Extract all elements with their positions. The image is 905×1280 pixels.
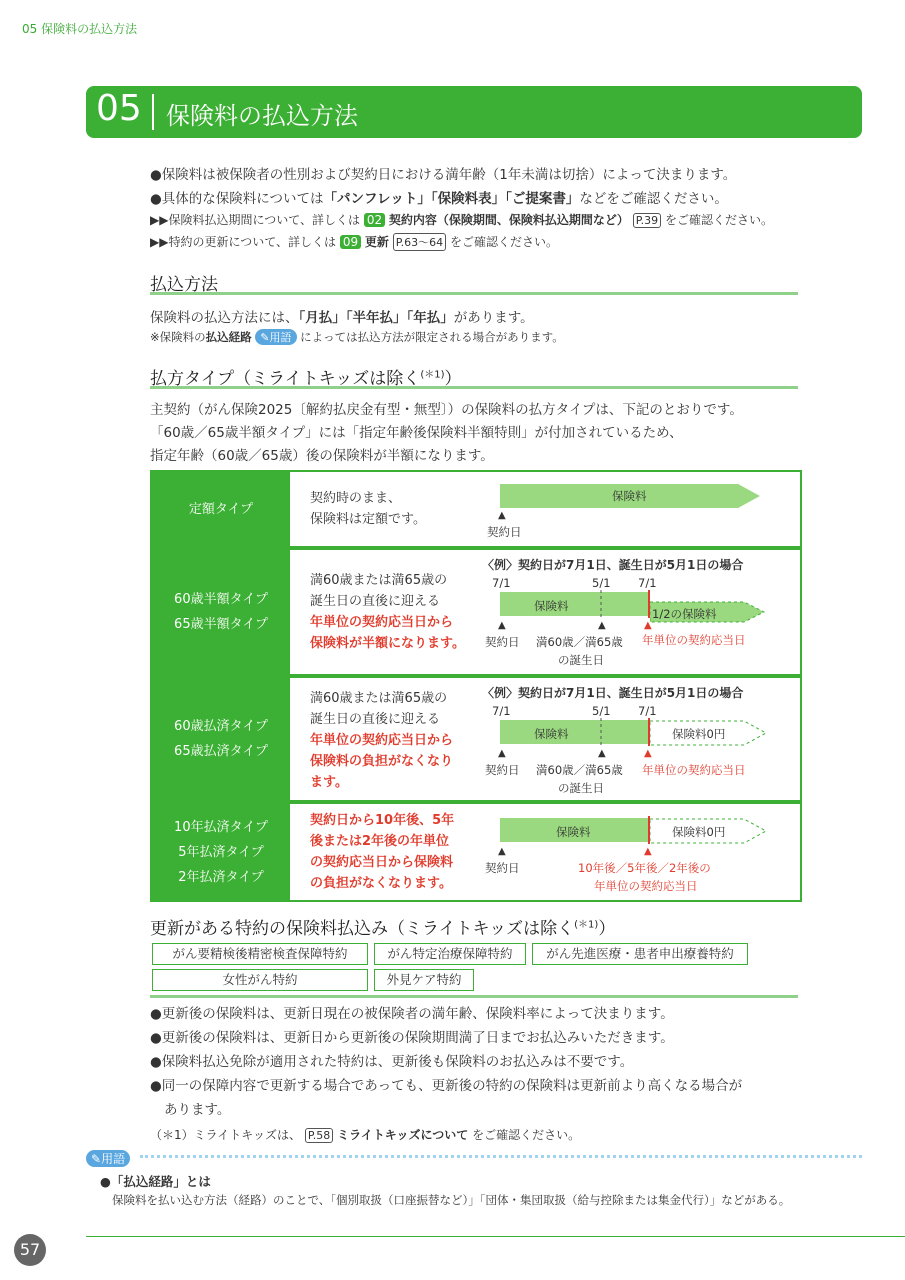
bar-label: 保険料 [612,489,647,503]
mid-label: の誕生日 [558,781,604,795]
desc-line: 満60歳または満65歳の [310,691,448,706]
desc-line-red: 保険料の負担がなくなり [310,754,454,769]
date-label: 7/1 [492,704,511,718]
triangle-icon: ▲ [498,748,506,759]
footnote-mark: (＊1) [420,369,445,381]
premium-bar [500,592,648,616]
text: ▶▶特約の更新について、詳しくは [150,235,336,249]
date-label: 7/1 [638,576,657,590]
reference-title[interactable]: 更新 [364,235,389,249]
bar-label: 保険料 [556,825,591,839]
premium-bar [500,720,648,744]
text: ） [598,919,616,939]
label-line: 10年払済タイプ [174,819,268,835]
desc-line-red: の負担がなくなります。 [310,876,452,891]
section-number: 05 [96,88,142,129]
plan-type-row [150,676,802,802]
after-label: 保険料0円 [672,727,726,741]
end-label: 年単位の契約応当日 [642,763,746,777]
page-ref[interactable]: P.39 [633,213,661,228]
plan-description [310,810,454,894]
desc-line: 誕生日の直後に迎える [310,712,441,727]
rider-box: がん要精検後精密検査保障特約 [152,943,368,965]
desc-line: 誕生日の直後に迎える [310,594,441,609]
text: をご確認ください。 [472,1128,581,1142]
date-label: 5/1 [592,704,611,718]
page-ref[interactable]: P.58 [305,1128,333,1143]
page-title: 保険料の払込方法 [166,102,358,130]
page-number: 57 [14,1234,46,1266]
rider-box: 外見ケア特約 [374,969,474,991]
text: 保険料の払込方法には、 [150,310,299,326]
text: ） [444,369,462,389]
text: ●具体的な保険料については [150,191,324,207]
desc-line-red: 年単位の契約応当日から [310,615,454,630]
running-header: 05 保険料の払込方法 [22,22,138,36]
divider [150,292,798,295]
page-ref[interactable]: P.63〜64 [393,233,446,251]
text: をご確認ください。 [665,213,774,227]
plan-type-row [150,802,802,902]
reference-title[interactable]: ミライトキッズについて [337,1128,469,1142]
subsection-title: 払込方法 [150,275,218,295]
label-line: 60歳払済タイプ [174,719,268,734]
plan-description [310,488,426,530]
method-note [150,329,564,345]
plan-description [310,688,453,793]
after-label: 1/2の保険料 [652,607,717,621]
heading-divider [152,94,154,130]
types-text: 「60歳／65歳半額タイプ」には「指定年齢後保険料半額特則」が付加されているため、 [150,425,683,441]
text: 払方タイプ（ミライトキッズは除く [150,369,421,389]
text: によっては払込方法が限定される場合があります。 [300,330,564,344]
label-line: 60歳半額タイプ [174,592,268,607]
triangle-icon: ▲ [644,748,652,759]
footnote-mark: (＊1) [574,919,599,931]
date-label: 7/1 [638,704,657,718]
section-heading [86,86,862,138]
label-line: 2年払済タイプ [178,869,264,885]
start-label: 契約日 [485,861,520,875]
glossary-tag: ✎用語 [86,1150,130,1167]
desc-line-red: 年単位の契約応当日から [310,733,454,748]
glossary-link[interactable]: ✎用語 [255,329,296,345]
after-label: 保険料0円 [672,825,726,839]
renewal-bullet: あります。 [164,1102,231,1118]
desc-line-red: 後または2年後の年単位 [310,834,450,849]
triangle-icon: ▲ [644,620,652,631]
renewal-bullet: ●同一の保障内容で更新する場合であっても、更新後の特約の保険料は更新前より高くなる場合が [150,1078,743,1094]
text: ▶▶保険料払込期間について、詳しくは [150,213,360,227]
renewal-bullet: ●更新後の保険料は、更新日から更新後の保険期間満了日までお払込みいただきます。 [150,1030,674,1046]
desc-line-red: 契約日から10年後、5年 [310,813,455,828]
section-tag[interactable]: 02 [364,213,385,227]
footnote [150,1126,580,1143]
desc-line-red: ます。 [310,775,348,790]
text: （＊1）ミライトキッズは、 [150,1128,302,1142]
text: をご確認ください。 [450,235,559,249]
label-line: 5年払済タイプ [178,844,264,860]
label-line: 65歳払済タイプ [174,744,268,759]
renewal-bullet: ●保険料払込免除が適用された特約は、更新後も保険料のお払込みは不要です。 [150,1054,634,1070]
triangle-icon: ▲ [498,620,506,631]
glossary-label: 用語 [269,331,292,344]
birthday-marker [599,590,603,620]
date-label: 5/1 [592,576,611,590]
plan-type-row [150,470,802,548]
triangle-icon: ▲ [644,846,652,857]
end-label: 年単位の契約応当日 [594,879,698,893]
start-label: 契約日 [487,525,522,539]
example-caption: 〈例〉契約日が7月1日、誕生日が5月1日の場合 [482,686,744,700]
text: などをご確認ください。 [579,191,728,207]
triangle-icon: ▲ [598,620,606,631]
text: があります。 [453,310,534,326]
start-label: 契約日 [485,635,520,649]
rider-box: がん特定治療保障特約 [374,943,526,965]
desc-line: 保険料は定額です。 [310,512,426,527]
desc-line: 満60歳または満65歳の [310,573,448,588]
birthday-marker [599,718,603,748]
desc-line-red: の契約応当日から保険料 [310,855,454,870]
reference-line [150,211,773,228]
text: ※保険料の [150,330,206,344]
footer-rule [86,1236,905,1237]
reference-title[interactable]: 契約内容（保険期間、保険料払込期間など） [388,213,629,227]
plan-type-label [152,550,290,674]
plan-description [310,570,465,654]
start-label: 契約日 [485,763,520,777]
desc-line: 契約時のまま、 [310,491,402,506]
rider-box: がん先進医療・患者申出療養特約 [532,943,748,965]
label-line: 65歳半額タイプ [174,617,268,632]
glossary-text: 保険料を払い込む方法（経路）のことで、「個別取扱（口座振替など）」「団体・集団取扱（給与控除または集金代行）」などがある。 [112,1193,791,1207]
subsection-title [150,914,615,939]
section-tag[interactable]: 09 [340,235,361,249]
bar-label: 保険料 [534,727,569,741]
mid-label: 満60歳／満65歳 [536,763,623,777]
mid-label: 満60歳／満65歳 [536,635,623,649]
types-text: 主契約（がん保険2025〔解約払戻金有型・無型〕）の保険料の払方タイプは、下記のとおりです。 [150,402,743,418]
plan-type-label [152,804,290,900]
plan-type-label [152,472,290,546]
end-label: 年単位の契約応当日 [642,633,746,647]
desc-line-red: 保険料が半額になります。 [310,636,465,651]
glossary-label: 用語 [101,1152,126,1166]
glossary-rule [140,1155,862,1158]
divider [150,386,798,389]
divider [150,995,798,998]
date-label: 7/1 [492,576,511,590]
method-text [150,306,534,326]
reference-line [150,233,558,251]
intro-line: ●保険料は被保険者の性別および契約日における満年齢（1年未満は切捨）によって決まります。 [150,167,737,183]
text: 更新がある特約の保険料払込み（ミライトキッズは除く [150,919,575,939]
end-label: 10年後／5年後／2年後の [578,861,711,875]
text-bold: 「月払」「半年払」「年払」 [298,310,454,326]
renewal-bullet: ●更新後の保険料は、更新日現在の被保険者の満年齢、保険料率によって決まります。 [150,1006,674,1022]
label-line: 定額タイプ [188,501,254,517]
plan-type-label [152,678,290,800]
plan-type-row [150,548,802,676]
text-bold: 払込経路 [205,330,252,344]
triangle-icon: ▲ [498,510,506,521]
types-text: 指定年齢（60歳／65歳）後の保険料が半額になります。 [150,448,494,464]
mid-label: の誕生日 [558,653,604,667]
intro-line [150,187,728,207]
bar-label: 保険料 [534,599,569,613]
rider-box: 女性がん特約 [152,969,368,991]
glossary-box [86,1148,130,1167]
example-caption: 〈例〉契約日が7月1日、誕生日が5月1日の場合 [482,558,744,572]
glossary-term: ●「払込経路」とは [100,1174,211,1189]
triangle-icon: ▲ [598,748,606,759]
text-bold: 「パンフレット」「保険料表」「ご提案書」 [323,191,580,207]
triangle-icon: ▲ [498,846,506,857]
